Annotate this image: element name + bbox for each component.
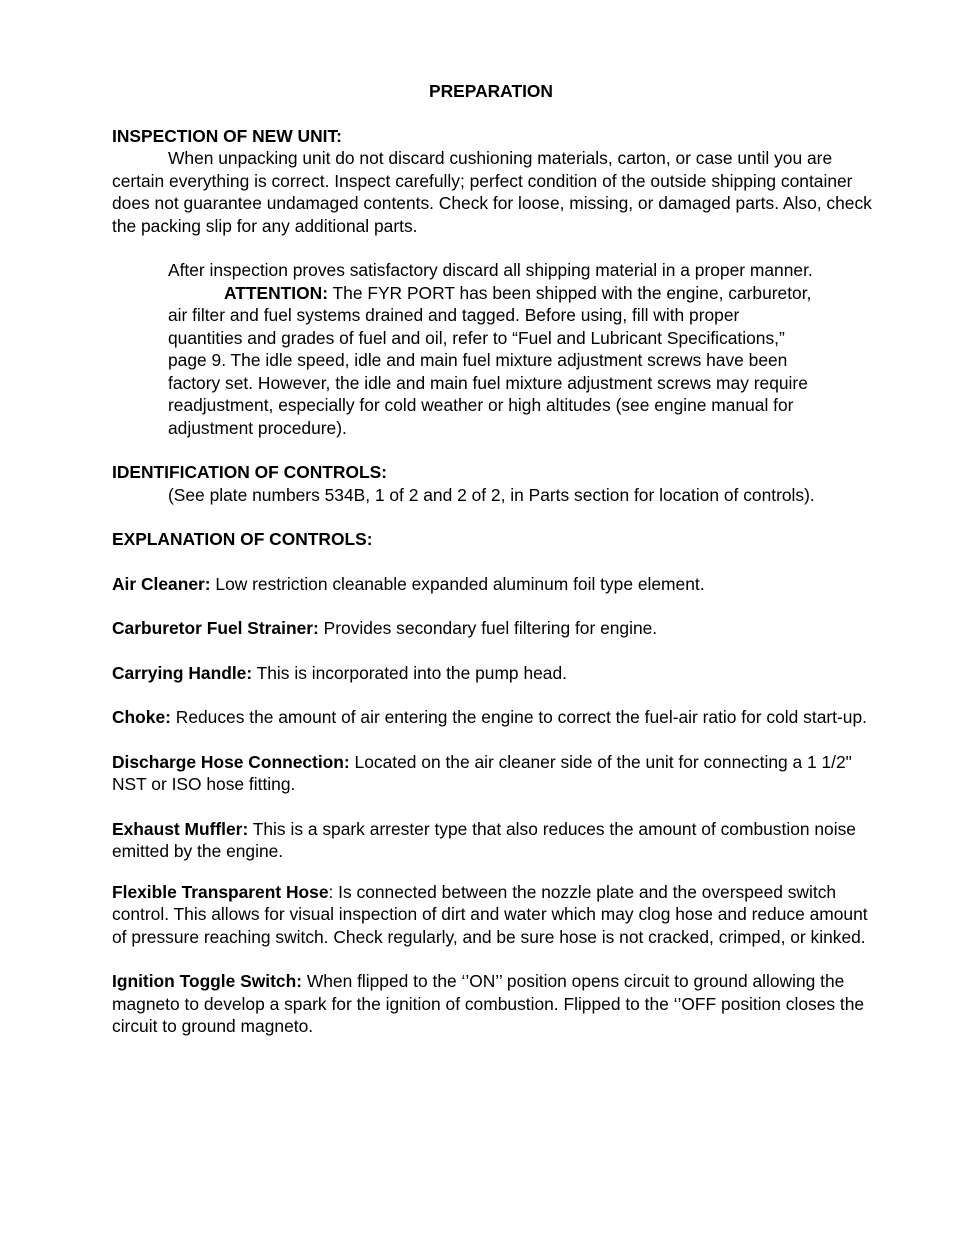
control-description: Low restriction cleanable expanded aluminum foil type element. <box>210 573 705 594</box>
document-page <box>112 80 872 1060</box>
control-term: Flexible Transparent Hose <box>112 881 329 902</box>
control-term: Discharge Hose Connection: <box>112 751 350 772</box>
inspection-paragraph-2: After inspection proves satisfactory discard all shipping material in a proper manner. <box>168 260 813 280</box>
explanation-heading: EXPLANATION OF CONTROLS: <box>112 529 373 549</box>
control-item <box>112 617 872 640</box>
control-term: Carburetor Fuel Strainer: <box>112 618 319 638</box>
control-item <box>112 706 872 729</box>
control-description: : Is connected between the nozzle plate and the overspeed switch control. This allows for visual inspection of dirt and water which may clog hose and reduce amount of pressure reaching switch. Check regularly, and be sure hose is not cracked, crimped, or kinked. <box>112 881 868 947</box>
control-description: Located on the air cleaner side of the unit for connecting a 1 1/2" NST or ISO hose fitting. <box>112 751 852 794</box>
control-description: When flipped to the ‘’ON’’ position opens circuit to ground allowing the magneto to develop a spark for the ignition of combustion. Flipped to the ‘’OFF position closes the circuit to ground magneto. <box>112 971 865 1036</box>
control-term: Exhaust Muffler: <box>112 818 249 839</box>
page-title: PREPARATION <box>429 81 553 101</box>
attention-note <box>168 282 818 440</box>
control-description: Reduces the amount of air entering the engine to correct the fuel-air ratio for cold start-up. <box>170 707 867 727</box>
control-description: Provides secondary fuel filtering for engine. <box>318 618 658 638</box>
attention-label: ATTENTION: <box>224 282 329 303</box>
control-description: This is incorporated into the pump head. <box>252 662 567 683</box>
inspection-heading: INSPECTION OF NEW UNIT: <box>112 125 342 146</box>
control-term: Ignition Toggle Switch: <box>112 971 302 991</box>
control-item <box>112 970 872 1038</box>
control-term: Carrying Handle: <box>112 662 253 683</box>
control-term: Air Cleaner: <box>112 573 211 594</box>
identification-paragraph: (See plate numbers 534B, 1 of 2 and 2 of 2, in Parts section for location of controls). <box>168 484 815 505</box>
control-description: This is a spark arrester type that also reduces the amount of combustion noise emitted by the engine. <box>112 818 856 861</box>
control-item <box>112 818 872 863</box>
control-item <box>112 573 872 596</box>
identification-heading: IDENTIFICATION OF CONTROLS: <box>112 462 388 482</box>
control-item <box>112 751 872 796</box>
inspection-paragraph-1: When unpacking unit do not discard cushioning materials, carton, or case until you are certain everything is correct. Inspect carefully; perfect condition of the outside shipping container does not guarantee undamaged contents. Check for loose, missing, or damaged parts. Also, check the packing slip for any additional parts. <box>112 148 872 236</box>
control-item <box>112 662 872 685</box>
control-term: Choke: <box>112 707 171 727</box>
control-item <box>112 881 868 949</box>
attention-text: The FYR PORT has been shipped with the engine, carburetor, air filter and fuel systems drained and tagged. Before using, fill with proper quantities and grades of fuel and oil, refer to “Fuel and Lubricant Specifications,” page 9. The idle speed, idle and main fuel mixture adjustment screws have been factory set. However, the idle and main fuel mixture adjustment screws may require readjustment, especially for cold weather or high altitudes (see engine manual for adjustment procedure). <box>168 282 812 438</box>
